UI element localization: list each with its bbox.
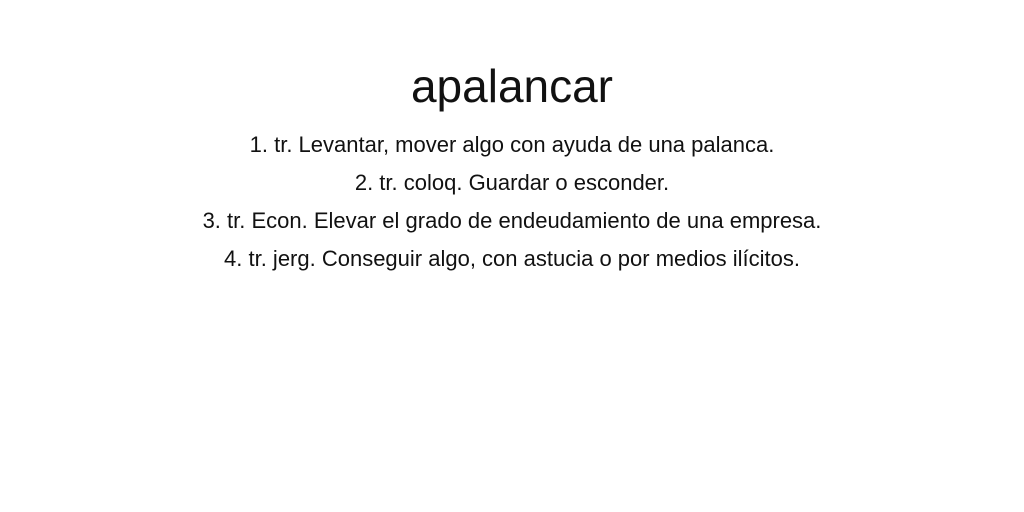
definition-4: 4. tr. jerg. Conseguir algo, con astucia o por medios ilícitos. [224,246,800,271]
definition-list [0,126,1024,278]
definition-3: 3. tr. Econ. Elevar el grado de endeudamiento de una empresa. [202,208,822,233]
definition-1: 1. tr. Levantar, mover algo con ayuda de una palanca. [249,132,775,157]
headword: apalancar [410,60,614,112]
definition-2: 2. tr. coloq. Guardar o esconder. [354,170,670,195]
